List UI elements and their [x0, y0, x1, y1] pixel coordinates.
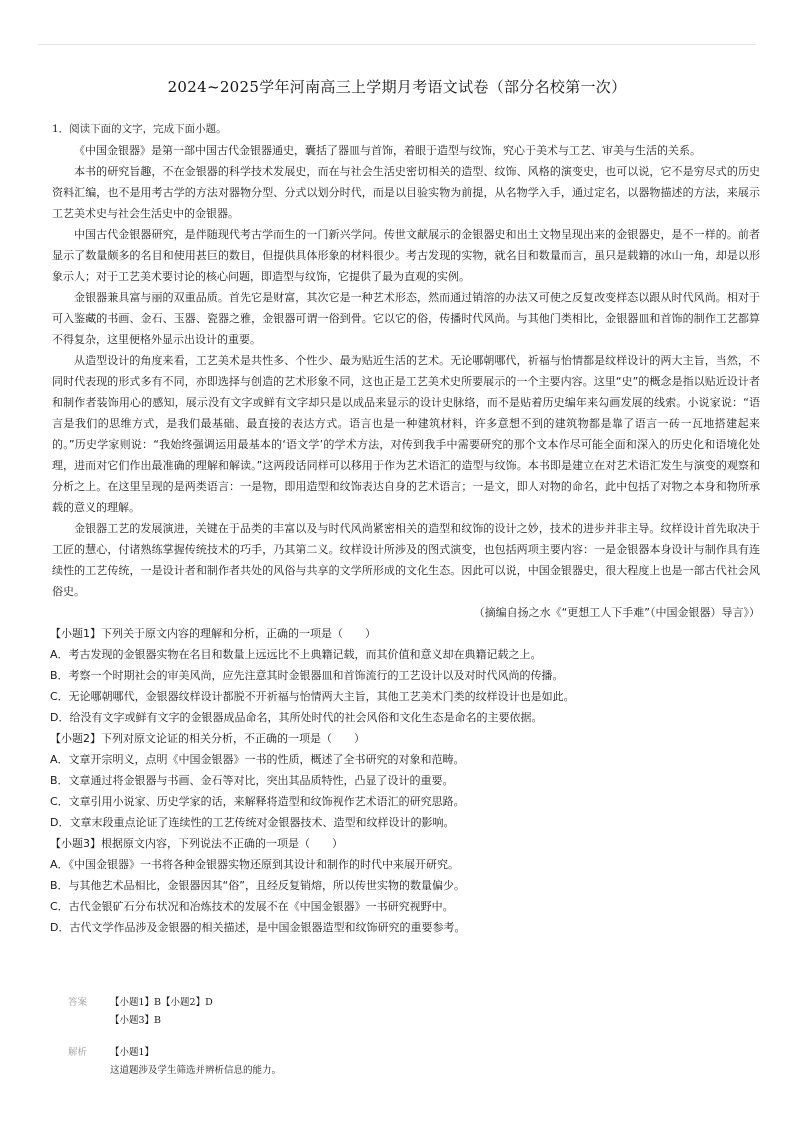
passage-paragraph: 从造型设计的角度来看，工艺美术是共性多、个性少、最为贴近生活的艺术。无论哪朝哪代，祈福与怡情都是纹样设计的两大主旨，当然，不同时代表现的形式多有不同，亦即选择与创造的艺术形象不同，这也正是工艺美术史所要展示的一个主要内容。这里“史”的概念是指以贴近设计者和制作者装饰用心的感知，展示没有文字或鲜有文字却只是以成品来显示的设计史脉络，而不是贴着历史编年来勾画发展的线索。小说家说：“语言是我们的思维方式，是我们最基础、最直接的表达方式。语言也是一种建筑材料，许多意想不到的建筑物都是靠了语言一砖一瓦地搭建起来的。”历史学家则说：“我始终强调运用最基本的‘语文学’的学术方法，对传到我手中需要研究的那个文本作尽可能全面和深入的历史化和语境化处理，进而对它们作出最准确的理解和解读。”这两段话同样可以移用于作为艺术语汇的造型与纹饰。本书即是建立在对艺术语汇发生与演变的观察和分析之上。在这里呈现的是两类语言：一是物，即用造型和纹饰表达自身的艺术语言；一是文，即人对物的命名，此中包括了对物之本身和物所承载的意义的理解。: [52, 354, 760, 514]
passage-paragraph: 中国古代金银器研究，是伴随现代考古学而生的一门新兴学问。传世文献展示的金银器史和出土文物呈现出来的金银器史，是不一样的。前者显示了数量颇多的名目和使用甚巨的数目，但提供具体形象的材料很少。考古发现的实物，就名目和数量而言，虽只是载籍的冰山一角，却是以形象示人；对于工艺美术要讨论的核心问题，即造型与纹饰，它提供了最为直观的实例。: [52, 228, 760, 283]
analysis-row-2: [68, 1062, 758, 1080]
answer-line-2: 【小题3】B: [110, 1015, 162, 1026]
answer-line-1: 【小题1】B【小题2】D: [110, 997, 213, 1008]
subquestion-2-option-a: A．文章开宗明义，点明《中国金银器》一书的性质，概述了全书研究的对象和范畴。: [50, 753, 465, 766]
answer-label: 答案: [68, 997, 88, 1008]
question-body: [52, 121, 760, 938]
page-title: 2024~2025学年河南高三上学期月考语文试卷（部分名校第一次）: [167, 78, 627, 96]
question-header: 1．阅读下面的文字，完成下面小题。: [52, 123, 227, 135]
header-divider: [38, 44, 756, 45]
subquestion-1-option-a: A．考古发现的金银器实物在名目和数量上远远比不上典籍记载，而其价值和意义却在典籍记载之上。: [50, 648, 542, 661]
subquestion-3-option-c: C．古代金银矿石分布状况和冶炼技术的发展不在《中国金银器》一书研究视野中。: [50, 900, 454, 913]
answer-row: [68, 994, 758, 1012]
answer-section: [68, 994, 758, 1080]
passage-paragraph: 金银器兼具富与丽的双重品质。首先它是财富，其次它是一种艺术形态，然而通过销溶的办法又可使之反复改变样态以跟从时代风尚。相对于可入鉴藏的书画、金石、玉器、瓷器之雅，金银器可谓一俗到骨。它以它的俗，传播时代风尚。与其他门类相比，金银器皿和首饰的制作工艺都算不得复杂，这里便格外显示出设计的重要。: [52, 291, 760, 346]
analysis-line-2: 这道题涉及学生筛选并辨析信息的能力。: [110, 1065, 282, 1076]
subquestion-2-option-b: B．文章通过将金银器与书画、金石等对比，突出其品质特性，凸显了设计的重要。: [50, 774, 454, 787]
passage-paragraph: 《中国金银器》是第一部中国古代金银器通史，囊括了器皿与首饰，着眼于造型与纹饰，究心于美术与工艺、审美与生活的关系。: [74, 144, 701, 157]
subquestion-3-option-a: A．《中国金银器》一书将各种金银器实物还原到其设计和制作的时代中来展开研究。: [50, 858, 460, 871]
subquestion-2-option-c: C．文章引用小说家、历史学家的话，来解释将造型和纹饰视作艺术语汇的研究思路。: [50, 795, 465, 808]
subquestion-2-stem: 【小题2】下列对原文论证的相关分析，不正确的一项是（ ）: [50, 732, 365, 745]
analysis-label: 解析: [68, 1047, 88, 1058]
passage-paragraph: 本书的研究旨趣，不在金银器的科学技术发展史，而在与社会生活史密切相关的造型、纹饰、风格的演变史，也可以说，它不是穷尽式的历史资料汇编，也不是用考古学的方法对器物分型、分式以划分时代，而是以目验实物为前提，从名物学入手，通过定名，以器物描述的方法，来展示工艺美术史与社会生活史中的金银器。: [52, 165, 760, 220]
answer-row-2: [68, 1012, 758, 1030]
analysis-row: [68, 1044, 758, 1062]
subquestion-1-option-c: C．无论哪朝哪代，金银器纹样设计都脱不开祈福与怡情两大主旨，其他工艺美术门类的纹样设计也是如此。: [50, 690, 575, 703]
subquestion-3-option-d: D．古代文学作品涉及金银器的相关描述，是中国金银器造型和纹饰研究的重要参考。: [50, 921, 466, 934]
subquestion-1-option-b: B．考察一个时期社会的审美风尚，应先注意其时金银器皿和首饰流行的工艺设计以及对时代风尚的传播。: [50, 669, 564, 682]
passage-source: （摘编自扬之水《“更想工人下手难”（中国金银器）导言》）: [473, 606, 760, 619]
analysis-line-1: 【小题1】: [110, 1047, 155, 1058]
subquestion-2-option-d: D．文章末段重点论证了连续性的工艺传统对金银器技术、造型和纹样设计的影响。: [50, 816, 455, 829]
subquestion-3-stem: 【小题3】根据原文内容，下列说法不正确的一项是（ ）: [50, 837, 343, 850]
subquestion-1-stem: 【小题1】下列关于原文内容的理解和分析，正确的一项是（ ）: [50, 627, 376, 640]
subquestion-1-option-d: D．给没有文字或鲜有文字的金银器成品命名，其所处时代的社会风俗和文化生态是命名的主要依据。: [50, 711, 543, 724]
passage-paragraph: 金银器工艺的发展演进，关键在于品类的丰富以及与时代风尚紧密相关的造型和纹饰的设计之妙，技术的进步并非主导。纹样设计首先取决于工匠的慧心，付诸熟练掌握传统技术的巧手，乃其第二义。纹样设计所涉及的图式演变，也包括两项主要内容：一是金银器本身设计与制作具有连续性的工艺传统，一是设计者和制作者共处的风俗与共享的文学所形成的文化生态。因此可以说，中国金银器史，很大程度上也是一部古代社会风俗史。: [52, 522, 760, 598]
subquestion-3-option-b: B．与其他艺术品相比，金银器因其“俗”，且经反复销熔，所以传世实物的数量偏少。: [50, 879, 465, 892]
